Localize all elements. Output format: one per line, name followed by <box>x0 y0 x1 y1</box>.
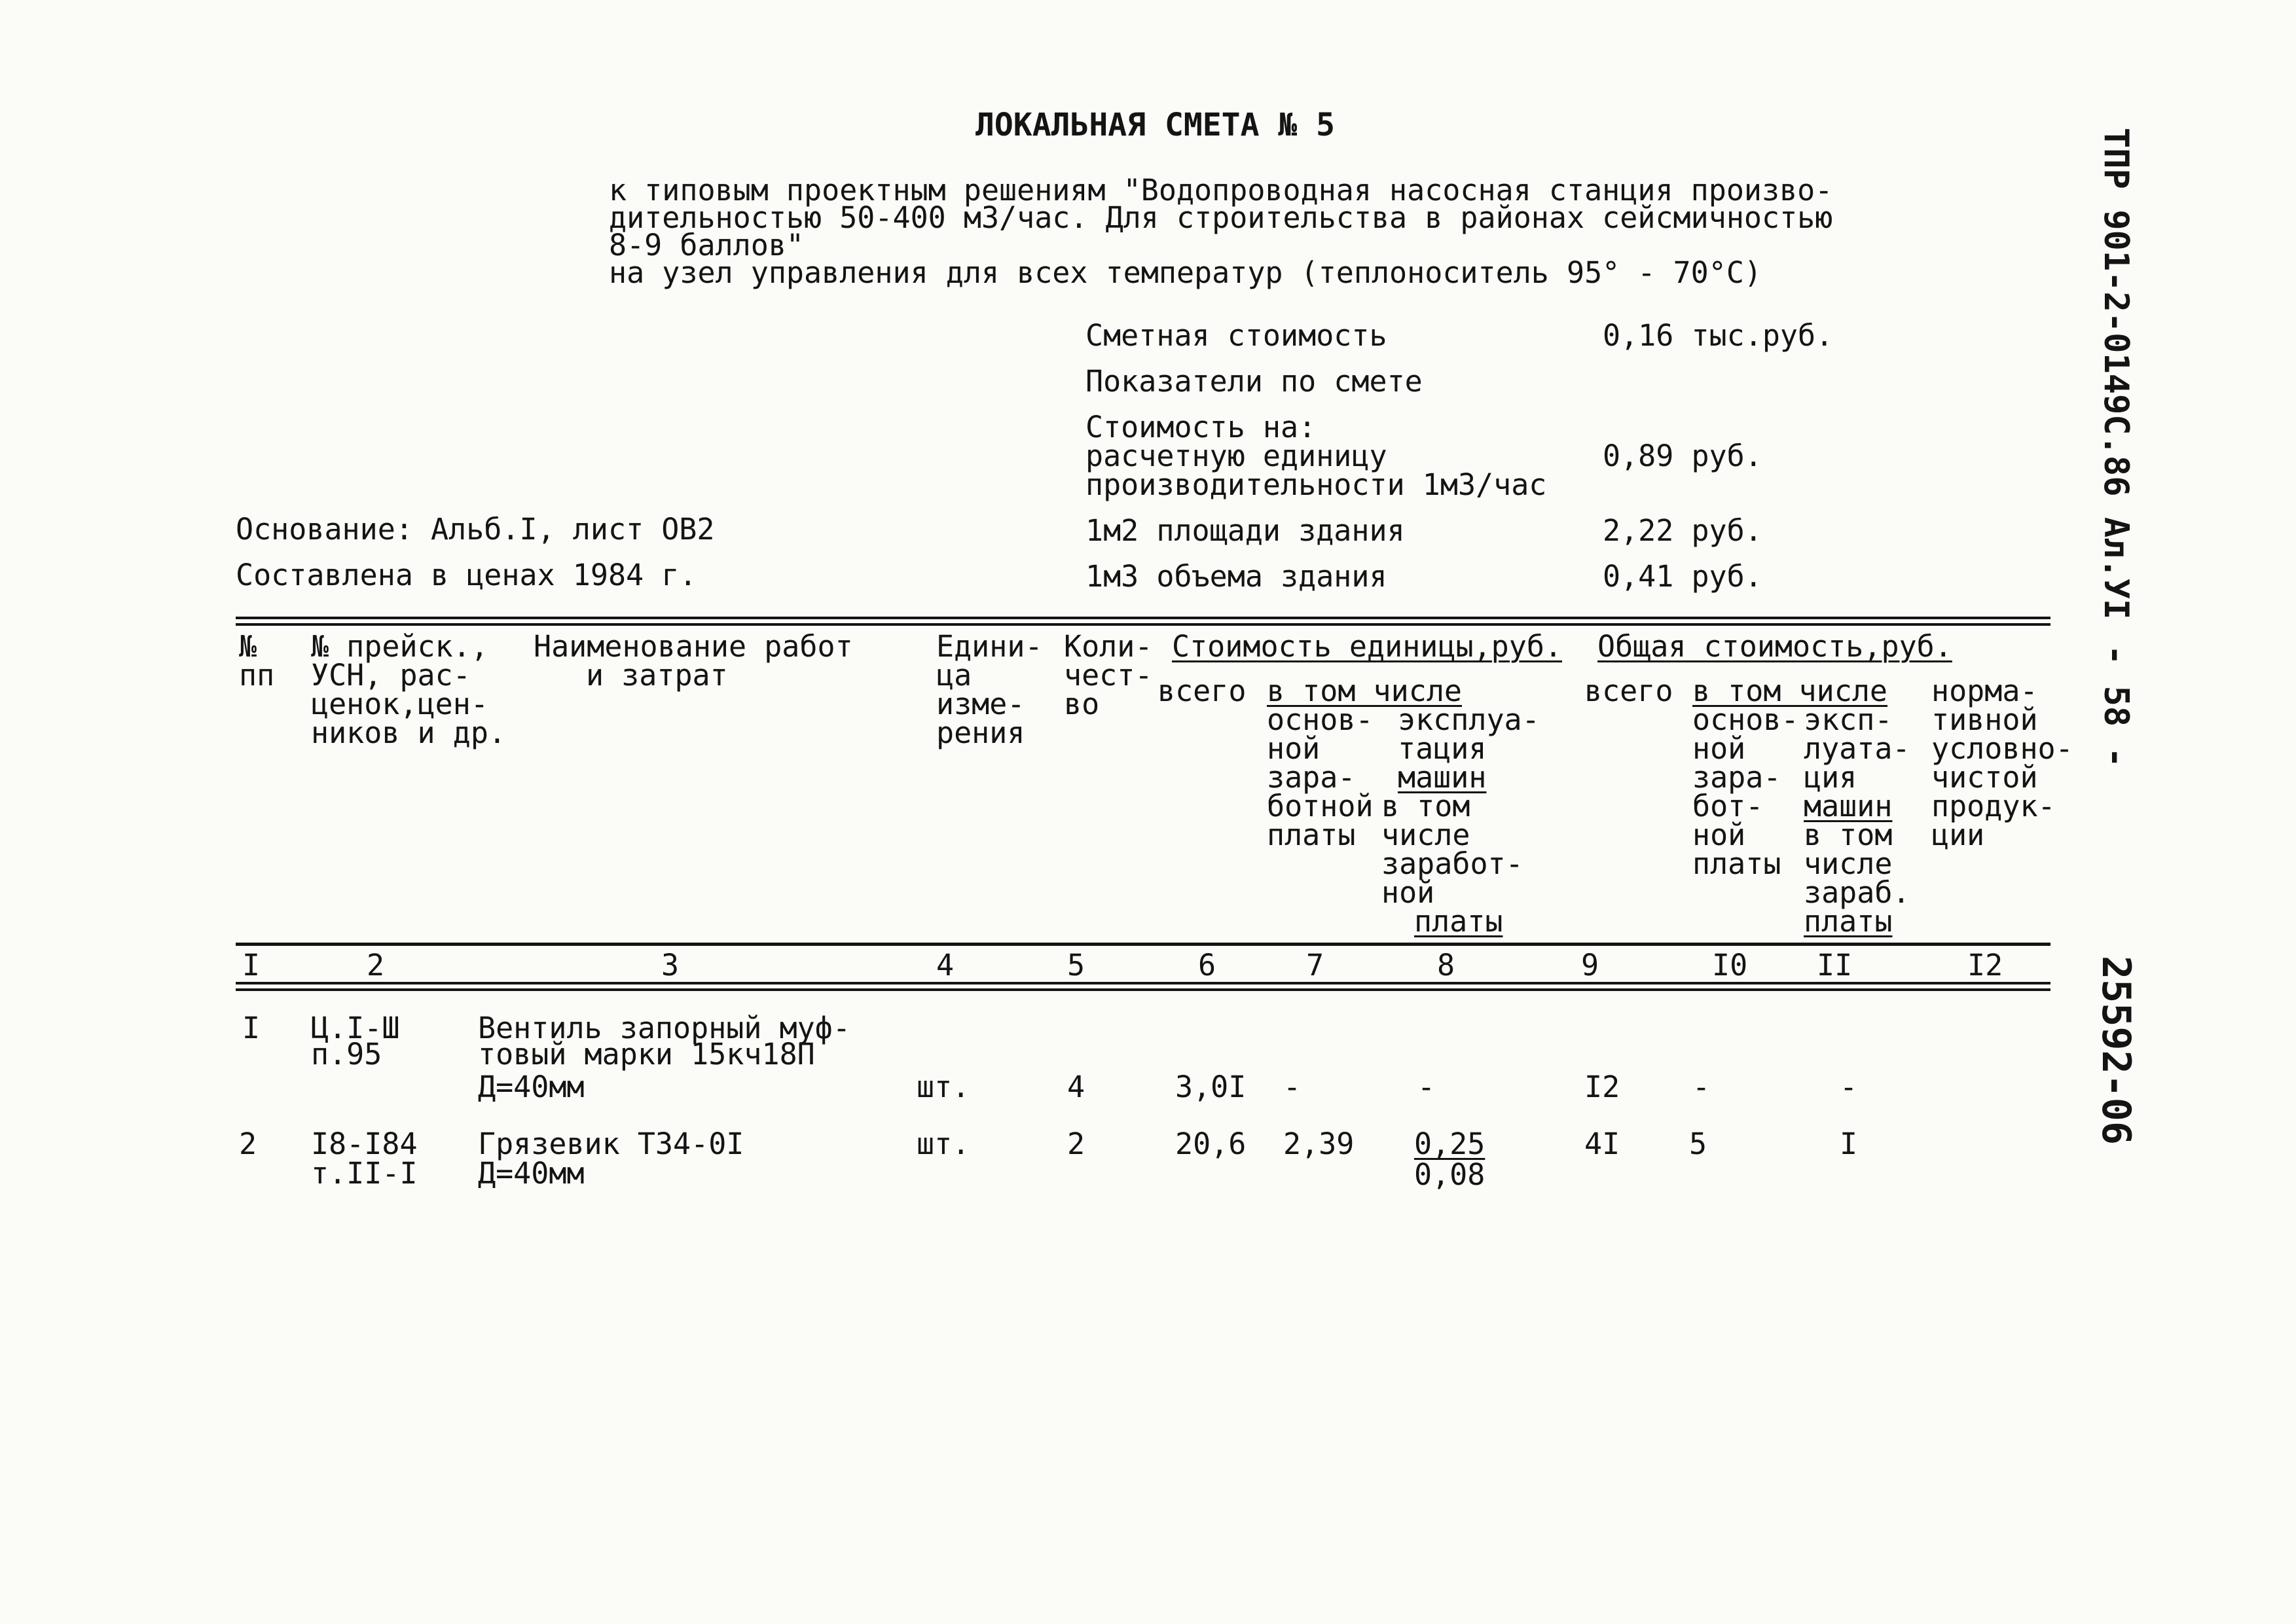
col-number: I <box>242 948 261 983</box>
row-mach: - <box>1417 1070 1436 1104</box>
header-unit-all: всего <box>1157 674 1247 708</box>
subtitle-line-1: к типовым проектным решениям "Водопроводная насосная станция произво- <box>609 173 1833 208</box>
header-qty-2: чест- <box>1064 658 1153 693</box>
header-total-mach-3: ция <box>1804 760 1857 795</box>
col-number: 4 <box>936 948 955 983</box>
header-norm-1: норма- <box>1931 674 2038 708</box>
per-unit-label-2: расчетную единицу <box>1085 439 1387 473</box>
row-price: 3,0I <box>1175 1070 1247 1104</box>
header-total-mach-4: машин <box>1804 789 1893 823</box>
header-unit-mach-sub-1: в том <box>1381 789 1470 823</box>
per-unit-label-1: Стоимость на: <box>1085 410 1317 444</box>
header-total-wage-6: платы <box>1692 846 1781 881</box>
indicators-label: Показатели по смете <box>1085 364 1423 399</box>
col-number: I0 <box>1712 948 1748 983</box>
header-pricelist-3: ценок,цен- <box>311 687 488 721</box>
row-code-2: п.95 <box>311 1037 382 1072</box>
header-total-incl: в том числе <box>1692 674 1888 708</box>
header-unit-1: Едини- <box>936 629 1043 664</box>
header-unit-mach-sub-2: числе <box>1381 818 1470 852</box>
per-unit-label-3: производительности 1м3/час <box>1085 467 1547 502</box>
row-code-1: Ц.I-Ш <box>311 1011 400 1045</box>
row-name-3: Д=40мм <box>478 1070 585 1104</box>
header-unit-4: рения <box>936 715 1025 750</box>
col-number: 9 <box>1581 948 1599 983</box>
basis-text: Основание: Альб.I, лист ОВ2 <box>236 512 715 547</box>
row-wage: 2,39 <box>1283 1127 1355 1161</box>
header-total-mach-sub-1: в том <box>1804 818 1893 852</box>
header-total-mach-sub-4: платы <box>1804 904 1893 939</box>
header-unit-wage-4: ботной <box>1267 789 1374 823</box>
row-code-2: т.II-I <box>311 1156 418 1191</box>
header-work-name-2: и затрат <box>586 658 728 693</box>
col-number: 5 <box>1067 948 1085 983</box>
header-total-mach-2: луата- <box>1804 731 1910 766</box>
row-total-wage: 5 <box>1689 1127 1707 1161</box>
header-bottom-rule <box>236 943 2050 946</box>
row-total: I2 <box>1584 1070 1620 1104</box>
header-num-1: № <box>239 629 257 664</box>
header-unit-mach-sub-3: заработ- <box>1381 846 1523 881</box>
header-pricelist-1: № прейск., <box>311 629 488 664</box>
col-number: 3 <box>661 948 680 983</box>
row-total-mach: - <box>1840 1070 1858 1104</box>
row-num: I <box>242 1011 261 1045</box>
header-pricelist-4: ников и др. <box>311 715 507 750</box>
row-total-wage: - <box>1692 1070 1711 1104</box>
side-stamp <box>2092 128 2190 1175</box>
row-name-2: Д=40мм <box>478 1156 585 1191</box>
header-unit-mach-sub-5: платы <box>1414 904 1503 939</box>
header-qty-1: Коли- <box>1064 629 1153 664</box>
per-m3-value: 0,41 руб. <box>1603 559 1762 594</box>
row-qty: 4 <box>1067 1070 1085 1104</box>
header-total-wage-4: бот- <box>1692 789 1764 823</box>
header-unit-wage-5: платы <box>1267 818 1356 852</box>
header-unit-wage-2: ной <box>1267 731 1321 766</box>
header-unit-3: изме- <box>936 687 1025 721</box>
estimated-cost-label: Сметная стоимость <box>1085 318 1387 353</box>
col-number: 8 <box>1437 948 1455 983</box>
header-unit-wage-3: зара- <box>1267 760 1356 795</box>
column-numbers-rule <box>236 982 2050 991</box>
header-total-wage-2: ной <box>1692 731 1746 766</box>
header-norm-3: условно- <box>1931 731 2073 766</box>
header-unit-mach-2: тация <box>1398 731 1487 766</box>
per-m2-label: 1м2 площади здания <box>1085 513 1405 548</box>
header-total-all: всего <box>1584 674 1673 708</box>
table-top-rule <box>236 617 2050 626</box>
header-unit-wage-1: основ- <box>1267 702 1374 737</box>
header-total-wage-1: основ- <box>1692 702 1799 737</box>
col-number: 7 <box>1306 948 1324 983</box>
header-num-2: пп <box>239 658 275 693</box>
header-total-cost-group: Общая стоимость,руб. <box>1597 629 1952 664</box>
header-unit-mach-sub-4: ной <box>1381 875 1435 910</box>
header-pricelist-2: УСН, рас- <box>311 658 471 693</box>
side-stamp-page: - 58 - <box>2096 645 2136 768</box>
row-unit: шт. <box>917 1127 970 1161</box>
row-price: 20,6 <box>1175 1127 1247 1161</box>
prices-text: Составлена в ценах 1984 г. <box>236 558 697 592</box>
header-qty-3: во <box>1064 687 1100 721</box>
row-mach: 0,25 <box>1414 1127 1485 1161</box>
row-mach-wage: 0,08 <box>1414 1157 1485 1192</box>
document-title: ЛОКАЛЬНАЯ СМЕТА № 5 <box>975 107 1336 143</box>
row-wage: - <box>1283 1070 1302 1104</box>
subtitle-line-2: дительностью 50-400 м3/час. Для строительства в районах сейсмичностью <box>609 200 1833 235</box>
header-unit-mach-1: эксплуа- <box>1398 702 1540 737</box>
header-work-name-1: Наименование работ <box>534 629 853 664</box>
header-total-wage-5: ной <box>1692 818 1746 852</box>
header-norm-5: продук- <box>1931 789 2056 823</box>
header-norm-6: ции <box>1931 818 1985 852</box>
col-number: I2 <box>1967 948 2003 983</box>
row-num: 2 <box>239 1127 257 1161</box>
side-stamp-code: ТПР 901-2-0149С.86 Ал.УI <box>2096 128 2136 620</box>
header-total-mach-1: эксп- <box>1804 702 1893 737</box>
subtitle-line-3: 8-9 баллов" <box>609 228 805 262</box>
per-m3-label: 1м3 объема здания <box>1085 559 1387 594</box>
col-number: 2 <box>367 948 385 983</box>
row-name-2: товый марки 15кч18П <box>478 1037 815 1072</box>
row-name-1: Вентиль запорный муф- <box>478 1011 850 1045</box>
row-total: 4I <box>1584 1127 1620 1161</box>
header-unit-2: ца <box>936 658 972 693</box>
header-total-wage-3: зара- <box>1692 760 1781 795</box>
header-unit-cost-group: Стоимость единицы,руб. <box>1172 629 1563 664</box>
row-unit: шт. <box>917 1070 970 1104</box>
col-number: II <box>1817 948 1853 983</box>
per-unit-value: 0,89 руб. <box>1603 439 1762 473</box>
header-unit-incl: в том числе <box>1267 674 1463 708</box>
header-norm-4: чистой <box>1931 760 2038 795</box>
side-stamp-number: 25592-06 <box>2093 956 2139 1145</box>
header-total-mach-sub-2: числе <box>1804 846 1893 881</box>
header-norm-2: тивной <box>1931 702 2038 737</box>
row-total-mach: I <box>1840 1127 1858 1161</box>
row-qty: 2 <box>1067 1127 1085 1161</box>
subtitle-line-4: на узел управления для всех температур (теплоноситель 95° - 70°С) <box>609 255 1762 290</box>
row-code-1: I8-I84 <box>311 1127 418 1161</box>
per-m2-value: 2,22 руб. <box>1603 513 1762 548</box>
estimated-cost-value: 0,16 тыс.руб. <box>1603 318 1834 353</box>
row-name-1: Грязевик Т34-0I <box>478 1127 744 1161</box>
header-unit-mach-3: машин <box>1398 760 1487 795</box>
header-total-mach-sub-3: зараб. <box>1804 875 1910 910</box>
col-number: 6 <box>1198 948 1216 983</box>
